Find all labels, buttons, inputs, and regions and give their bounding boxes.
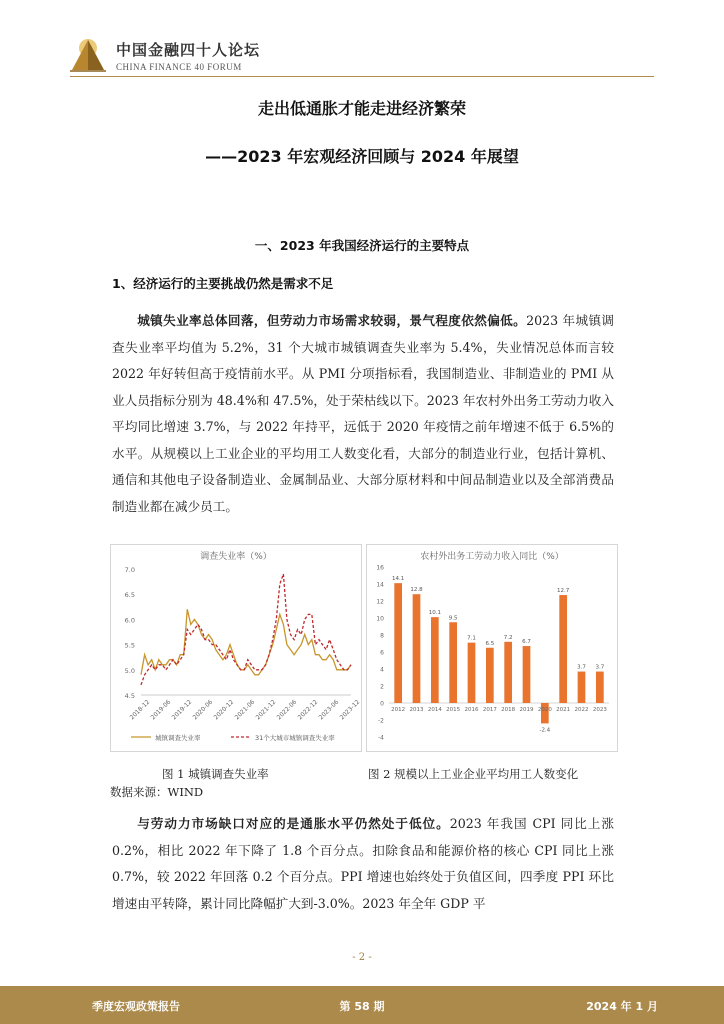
logo-chinese-name: 中国金融四十人论坛	[116, 40, 261, 59]
migrant-income-chart	[366, 544, 618, 752]
x-tick-label: 2019	[519, 707, 534, 713]
x-tick-label: 2018	[501, 707, 516, 713]
data-label: 7.2	[503, 634, 513, 641]
y-tick-label: 8	[380, 632, 384, 640]
footer-date: 2024 年 1 月	[586, 1000, 658, 1013]
footer-report-name: 季度宏观政策报告	[92, 1000, 180, 1013]
y-tick-label: 5.0	[124, 666, 135, 675]
data-label: 10.1	[428, 610, 441, 617]
legend-label-2: 31个大城市城镇调查失业率	[255, 734, 335, 742]
document-title: 走出低通胀才能走进经济繁荣	[257, 99, 466, 118]
x-tick-label: 2015	[446, 707, 461, 713]
paragraph-inflation	[112, 811, 614, 917]
figure2-caption: 图 2 规模以上工业企业平均用工人数变化	[368, 767, 579, 781]
y-tick-label: 10	[376, 615, 384, 623]
y-tick-label: -4	[378, 734, 384, 742]
x-tick-label: 2014	[427, 707, 442, 713]
y-tick-label: 4	[380, 666, 384, 674]
data-label: 6.5	[485, 640, 495, 647]
bar	[468, 643, 476, 703]
bar	[504, 642, 512, 703]
y-tick-label: 2	[380, 683, 384, 691]
bar	[486, 648, 494, 703]
chart-title: 农村外出务工劳动力收入同比（%）	[420, 552, 564, 562]
bar	[413, 594, 421, 703]
x-tick-label: 2013	[409, 707, 424, 713]
data-label: 14.1	[392, 576, 405, 583]
section-heading: 一、2023 年我国经济运行的主要特点	[254, 238, 470, 253]
migrant-income-bar-chart	[367, 545, 617, 751]
y-tick-label: 14	[376, 581, 384, 589]
x-tick-label: 2020-12	[212, 698, 236, 722]
forum-logo	[68, 36, 260, 74]
paragraph-lead: 城镇失业率总体回落，但劳动力市场需求较弱，景气程度依然偏低。	[137, 313, 527, 328]
legend-label-1: 城镇调查失业率	[155, 734, 201, 742]
y-tick-label: 7.0	[124, 566, 135, 574]
data-label: 3.7	[577, 664, 586, 671]
pyramid-logo-icon	[68, 36, 108, 74]
footer-bar	[0, 986, 724, 1024]
y-tick-label: 4.5	[124, 692, 135, 700]
x-tick-label: 2021-06	[233, 698, 257, 722]
x-tick-label: 2019-12	[170, 698, 194, 722]
x-tick-label: 2018-12	[128, 698, 152, 722]
data-label: 3.7	[595, 664, 605, 671]
data-label: 6.7	[522, 639, 531, 646]
bar	[523, 646, 531, 703]
x-tick-label: 2023	[592, 707, 607, 713]
figures-panel	[110, 544, 616, 750]
unemployment-chart	[110, 544, 362, 752]
unemployment-line-chart	[111, 545, 361, 751]
subsection-heading: 1、经济运行的主要挑战仍然是需求不足	[112, 276, 334, 291]
y-tick-label: 0	[380, 700, 384, 708]
data-label: 7.1	[467, 635, 476, 642]
paragraph-body: 2023 年城镇调查失业率平均值为 5.2%，31 个大城市城镇调查失业率为 5.4%，失业情况总体而言较 2022 年好转但高于疫情前水平。从 PMI 分项指标看，我国制造业、非制造业的 PMI 从业人员指标分别为 48.4%和 47.5%，处于荣枯线以下。2023 年农村外出务工劳动力收入平均同比增速 3.7%，与 2022 年持平，远低于 2020 年疫情之前年增速不低于 6.5%的水平。从规模以上工业企业的平均用工人数变化看，大部分的制造业行业，包括计算机、通信和其他电子设备制造业、金属制品业、大部分原材料和中间品制造业以及全部消费品制造业都在减少员工。	[112, 313, 615, 514]
chart-title: 调查失业率（%）	[200, 552, 272, 562]
y-tick-label: 12	[376, 598, 384, 606]
data-label: 9.5	[448, 615, 458, 622]
bar	[449, 622, 457, 703]
bar	[431, 617, 439, 703]
figure1-caption: 图 1 城镇调查失业率	[162, 767, 269, 781]
bar	[394, 583, 402, 703]
x-tick-label: 2022-06	[275, 698, 299, 722]
x-tick-label: 2022-12	[296, 698, 320, 722]
paragraph-body: 2023 年我国 CPI 同比上涨 0.2%，相比 2022 年下降了 1.8 个百分点。扣除食品和能源价格的核心 CPI 同比上涨 0.7%，较 2022 年回落 0.2 个百分点。PPI 增速也始终处于负值区间，四季度 PPI 环比增速由平转降，累计同比降幅扩大到-3.0%。2023 年全年 GDP 平	[112, 816, 614, 911]
x-tick-label: 2022	[574, 707, 589, 713]
x-tick-label: 2023-12	[338, 698, 361, 722]
data-source: 数据来源：WIND	[110, 785, 204, 799]
footer-issue: 第 58 期	[339, 1000, 385, 1013]
x-tick-label: 2020-06	[191, 698, 215, 722]
y-tick-label: 6.0	[124, 616, 135, 625]
x-tick-label: 2023-06	[317, 698, 341, 722]
bar	[578, 672, 586, 703]
y-tick-label: 6	[380, 649, 384, 657]
header-divider	[70, 76, 654, 77]
y-tick-label: 16	[376, 564, 384, 572]
data-label: 12.8	[410, 587, 423, 594]
x-tick-label: 2021	[556, 707, 571, 713]
y-tick-label: 6.5	[124, 591, 135, 600]
bar	[596, 672, 604, 703]
bar	[559, 595, 567, 703]
x-tick-label: 2020	[537, 707, 552, 713]
x-tick-label: 2012	[391, 707, 406, 713]
logo-english-name: CHINA FINANCE 40 FORUM	[116, 61, 242, 72]
x-tick-label: 2017	[482, 707, 497, 713]
page-number: - 2 -	[352, 952, 372, 963]
x-tick-label: 2016	[464, 707, 479, 713]
paragraph-lead: 与劳动力市场缺口对应的是通胀水平仍然处于低位。	[137, 816, 450, 831]
data-label: 12.7	[557, 588, 570, 595]
document-subtitle: ——2023 年宏观经济回顾与 2024 年展望	[205, 147, 519, 166]
data-label: -2.4	[539, 727, 551, 734]
y-tick-label: 5.5	[124, 641, 135, 650]
x-tick-label: 2021-12	[254, 698, 278, 722]
y-tick-label: -2	[378, 717, 384, 725]
x-tick-label: 2019-06	[149, 698, 173, 722]
paragraph-unemployment	[112, 308, 614, 520]
